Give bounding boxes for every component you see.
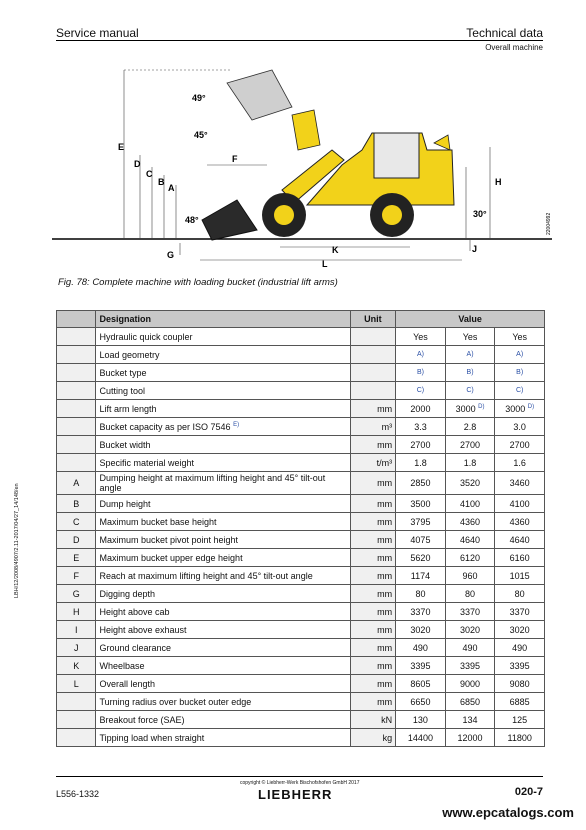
value-text: 130 xyxy=(412,714,428,725)
value-text: B) xyxy=(466,369,474,376)
row-unit: kN xyxy=(350,711,396,729)
row-value xyxy=(396,454,446,472)
designation-text: Turning radius over bucket outer edge xyxy=(99,696,252,707)
angle-label-45: 45° xyxy=(194,130,208,140)
row-unit: mm xyxy=(350,400,396,418)
row-value xyxy=(445,693,495,711)
designation-text: Tipping load when straight xyxy=(99,732,205,743)
table-row xyxy=(57,711,545,729)
value-text: 4075 xyxy=(410,534,431,545)
row-value xyxy=(445,567,495,585)
row-value xyxy=(495,585,545,603)
row-unit: mm xyxy=(350,495,396,513)
row-unit: mm xyxy=(350,436,396,454)
value-text: 9080 xyxy=(509,678,530,689)
value-text: 1.6 xyxy=(513,457,526,468)
row-value xyxy=(445,382,495,400)
table-row xyxy=(57,513,545,531)
row-value xyxy=(495,549,545,567)
row-value xyxy=(445,549,495,567)
footnote-ref: D) xyxy=(478,403,485,410)
designation-text: Bucket type xyxy=(99,367,147,378)
row-unit: mm xyxy=(350,513,396,531)
table-row xyxy=(57,436,545,454)
value-text: 2700 xyxy=(509,439,530,450)
footer-page-number: 020-7 xyxy=(514,786,543,798)
row-value xyxy=(495,693,545,711)
value-text: 2700 xyxy=(410,439,431,450)
liebherr-logo: LIEBHERR xyxy=(258,787,333,802)
row-value xyxy=(396,603,446,621)
value-text: A) xyxy=(416,351,424,358)
row-value xyxy=(495,567,545,585)
row-key: B xyxy=(57,495,96,513)
value-text: B) xyxy=(416,369,424,376)
value-text: Yes xyxy=(413,331,428,342)
header-rule xyxy=(56,40,543,41)
row-designation xyxy=(96,400,350,418)
header-subsection: Overall machine xyxy=(485,43,543,52)
value-text: 4100 xyxy=(509,498,530,509)
dim-label-a: A xyxy=(168,183,175,193)
row-unit: mm xyxy=(350,675,396,693)
value-text: 80 xyxy=(514,588,525,599)
row-value xyxy=(445,400,495,418)
value-text: 3.0 xyxy=(513,421,526,432)
row-value xyxy=(396,495,446,513)
row-key: F xyxy=(57,567,96,585)
dim-label-c: C xyxy=(146,169,153,179)
row-value xyxy=(396,639,446,657)
row-value xyxy=(495,382,545,400)
angle-label-30: 30° xyxy=(473,209,487,219)
row-value xyxy=(396,585,446,603)
row-value xyxy=(396,364,446,382)
row-unit: mm xyxy=(350,531,396,549)
table-row xyxy=(57,549,545,567)
row-value xyxy=(396,382,446,400)
row-designation xyxy=(96,729,350,747)
value-text: A) xyxy=(466,351,474,358)
designation-text: Height above exhaust xyxy=(99,624,187,635)
table-row xyxy=(57,328,545,346)
header-designation: Designation xyxy=(96,311,350,328)
footnote-ref: E) xyxy=(233,421,240,428)
table-row xyxy=(57,693,545,711)
row-value xyxy=(396,567,446,585)
footer-doc-number: L556-1332 xyxy=(56,789,100,799)
value-text: C) xyxy=(515,387,524,394)
row-value xyxy=(445,657,495,675)
value-text: 6120 xyxy=(460,552,481,563)
dim-label-d: D xyxy=(134,159,141,169)
designation-text: Maximum bucket base height xyxy=(99,516,217,527)
row-designation xyxy=(96,639,350,657)
row-value xyxy=(495,603,545,621)
row-designation xyxy=(96,454,350,472)
value-text: 3020 xyxy=(460,624,481,635)
table-row xyxy=(57,603,545,621)
table-row xyxy=(57,567,545,585)
row-value xyxy=(445,639,495,657)
value-text: 9000 xyxy=(460,678,481,689)
row-designation xyxy=(96,328,350,346)
row-designation xyxy=(96,382,350,400)
table-row xyxy=(57,495,545,513)
row-value xyxy=(495,531,545,549)
table-row xyxy=(57,621,545,639)
row-value xyxy=(495,657,545,675)
designation-text: Maximum bucket upper edge height xyxy=(99,552,243,563)
value-text: 3370 xyxy=(410,606,431,617)
table-row xyxy=(57,382,545,400)
row-value xyxy=(396,346,446,364)
table-row xyxy=(57,531,545,549)
table-body xyxy=(57,328,545,747)
row-key xyxy=(57,418,96,436)
value-text: 1174 xyxy=(410,570,431,581)
row-designation xyxy=(96,513,350,531)
value-text: 4360 xyxy=(460,516,481,527)
row-unit: mm xyxy=(350,693,396,711)
row-value xyxy=(495,621,545,639)
designation-text: Dumping height at maximum lifting height and 45° tilt-out angle xyxy=(99,473,326,493)
row-designation xyxy=(96,621,350,639)
footer-copyright: copyright © Liebherr-Werk Bischofshofen GmbH 2017 xyxy=(240,780,360,786)
row-value xyxy=(445,454,495,472)
row-designation xyxy=(96,693,350,711)
row-value xyxy=(495,472,545,495)
row-value xyxy=(445,531,495,549)
row-value xyxy=(445,418,495,436)
table-row xyxy=(57,364,545,382)
row-designation xyxy=(96,495,350,513)
row-key: E xyxy=(57,549,96,567)
designation-text: Digging depth xyxy=(99,588,156,599)
value-text: 4640 xyxy=(509,534,530,545)
row-unit: mm xyxy=(350,639,396,657)
side-reference: LBH/12/2008/4907/2.11-2017/04/27_14/148/en xyxy=(14,483,20,598)
row-value xyxy=(396,436,446,454)
value-text: 1.8 xyxy=(414,457,427,468)
row-designation xyxy=(96,711,350,729)
row-key xyxy=(57,328,96,346)
header-section: Technical data xyxy=(466,26,543,40)
technical-data-table xyxy=(56,310,545,747)
table-row xyxy=(57,729,545,747)
value-text: 3020 xyxy=(509,624,530,635)
row-key: J xyxy=(57,639,96,657)
footer-rule xyxy=(56,776,543,777)
row-unit xyxy=(350,346,396,364)
row-value xyxy=(495,675,545,693)
row-value xyxy=(495,328,545,346)
row-value xyxy=(396,657,446,675)
designation-text: Bucket width xyxy=(99,439,151,450)
angle-label-49: 49° xyxy=(192,93,206,103)
value-text: 80 xyxy=(465,588,476,599)
designation-text: Hydraulic quick coupler xyxy=(99,331,193,342)
row-key xyxy=(57,400,96,418)
value-text: A) xyxy=(516,351,524,358)
row-value xyxy=(445,472,495,495)
wheel-loader xyxy=(202,70,454,240)
row-value xyxy=(445,675,495,693)
row-value xyxy=(445,495,495,513)
value-text: 490 xyxy=(512,642,528,653)
row-key xyxy=(57,693,96,711)
table-row xyxy=(57,472,545,495)
table-row xyxy=(57,657,545,675)
row-value xyxy=(445,603,495,621)
value-text: B) xyxy=(516,369,524,376)
designation-text: Dump height xyxy=(99,498,151,509)
dim-label-j: J xyxy=(472,244,478,254)
row-value xyxy=(396,711,446,729)
designation-text: Overall length xyxy=(99,678,156,689)
row-designation xyxy=(96,657,350,675)
row-value xyxy=(396,675,446,693)
value-text: 3370 xyxy=(509,606,530,617)
row-value xyxy=(495,729,545,747)
row-designation xyxy=(96,549,350,567)
row-designation xyxy=(96,346,350,364)
dim-label-k: K xyxy=(332,245,339,255)
row-designation xyxy=(96,585,350,603)
row-value xyxy=(445,346,495,364)
row-value xyxy=(495,418,545,436)
value-text: 134 xyxy=(462,714,478,725)
row-key: I xyxy=(57,621,96,639)
row-unit: kg xyxy=(350,729,396,747)
value-text: 80 xyxy=(415,588,426,599)
header-value: Value xyxy=(396,311,545,328)
row-value xyxy=(445,513,495,531)
dim-label-e: E xyxy=(118,142,125,152)
row-value xyxy=(445,436,495,454)
row-designation xyxy=(96,567,350,585)
row-value xyxy=(445,621,495,639)
value-text: 1.8 xyxy=(463,457,477,468)
designation-text: Breakout force (SAE) xyxy=(99,714,185,725)
value-text: 3395 xyxy=(509,660,530,671)
value-text: 3370 xyxy=(460,606,481,617)
row-value xyxy=(495,495,545,513)
value-text: 4640 xyxy=(460,534,481,545)
value-text: 2000 xyxy=(410,403,431,414)
row-value xyxy=(495,639,545,657)
row-key: G xyxy=(57,585,96,603)
value-text: 1015 xyxy=(509,570,530,581)
value-text: 4100 xyxy=(460,498,481,509)
row-value xyxy=(445,328,495,346)
value-text: 14400 xyxy=(407,732,433,743)
row-unit: t/m³ xyxy=(350,454,396,472)
row-value xyxy=(495,400,545,418)
table-row xyxy=(57,346,545,364)
row-value xyxy=(396,549,446,567)
value-text: C) xyxy=(416,387,425,394)
value-text: 3000 xyxy=(505,403,526,414)
row-key: A xyxy=(57,472,96,495)
figure-code: 22004992 xyxy=(546,212,552,235)
footnote-ref: D) xyxy=(527,403,535,410)
value-text: Yes xyxy=(462,331,478,342)
row-value xyxy=(396,400,446,418)
value-text: 490 xyxy=(412,642,428,653)
header-unit: Unit xyxy=(350,311,396,328)
row-unit: mm xyxy=(350,603,396,621)
table-row xyxy=(57,675,545,693)
value-text: 6885 xyxy=(509,696,530,707)
row-value xyxy=(396,328,446,346)
row-value xyxy=(495,346,545,364)
value-text: 125 xyxy=(512,714,528,725)
row-value xyxy=(396,513,446,531)
row-unit xyxy=(350,382,396,400)
row-unit xyxy=(350,328,396,346)
designation-text: Maximum bucket pivot point height xyxy=(99,534,239,545)
row-value xyxy=(445,585,495,603)
value-text: 3000 xyxy=(455,403,476,414)
row-key: H xyxy=(57,603,96,621)
designation-text: Ground clearance xyxy=(99,642,172,653)
row-designation xyxy=(96,436,350,454)
dim-label-f: F xyxy=(232,154,238,164)
table-row xyxy=(57,639,545,657)
row-key xyxy=(57,382,96,400)
value-text: 4360 xyxy=(509,516,530,527)
value-text: 6850 xyxy=(460,696,481,707)
row-value xyxy=(396,418,446,436)
row-value xyxy=(396,621,446,639)
value-text: 3395 xyxy=(410,660,431,671)
row-unit: mm xyxy=(350,657,396,675)
row-value xyxy=(445,729,495,747)
designation-text: Load geometry xyxy=(99,349,160,360)
row-unit: m³ xyxy=(350,418,396,436)
value-text: 3020 xyxy=(410,624,431,635)
row-designation xyxy=(96,364,350,382)
value-text: 6160 xyxy=(509,552,530,563)
figure-caption: Fig. 78: Complete machine with loading bucket (industrial lift arms) xyxy=(58,277,338,288)
row-key xyxy=(57,454,96,472)
row-designation xyxy=(96,675,350,693)
dim-label-g: G xyxy=(167,250,175,260)
row-key: D xyxy=(57,531,96,549)
row-unit: mm xyxy=(350,621,396,639)
value-text: 3395 xyxy=(460,660,481,671)
row-designation xyxy=(96,418,350,436)
designation-text: Wheelbase xyxy=(99,660,145,671)
row-key xyxy=(57,729,96,747)
table-row xyxy=(57,418,545,436)
row-key: C xyxy=(57,513,96,531)
row-value xyxy=(396,531,446,549)
angle-label-48: 48° xyxy=(185,215,199,225)
value-text: 3520 xyxy=(460,478,481,488)
footer-website[interactable]: www.epcatalogs.com xyxy=(442,805,574,820)
row-value xyxy=(495,364,545,382)
dim-label-b: B xyxy=(158,177,165,187)
row-key xyxy=(57,346,96,364)
value-text: 11800 xyxy=(507,732,532,743)
dim-label-l: L xyxy=(322,259,328,269)
designation-text: Cutting tool xyxy=(99,385,146,396)
row-value xyxy=(396,693,446,711)
value-text: Yes xyxy=(512,331,528,342)
value-text: 8605 xyxy=(410,678,431,689)
table-header-row xyxy=(57,311,545,328)
row-unit: mm xyxy=(350,585,396,603)
designation-text: Reach at maximum lifting height and 45° tilt-out angle xyxy=(99,570,313,581)
value-text: 12000 xyxy=(457,732,483,743)
designation-text: Lift arm length xyxy=(99,403,157,414)
row-value xyxy=(445,711,495,729)
value-text: 490 xyxy=(462,642,478,653)
value-text: C) xyxy=(466,387,474,394)
table-row xyxy=(57,400,545,418)
row-key xyxy=(57,711,96,729)
row-key: K xyxy=(57,657,96,675)
dim-label-h: H xyxy=(495,177,502,187)
row-value xyxy=(396,472,446,495)
row-value xyxy=(396,729,446,747)
row-designation xyxy=(96,472,350,495)
row-key: L xyxy=(57,675,96,693)
value-text: 960 xyxy=(462,570,478,581)
row-unit: mm xyxy=(350,549,396,567)
value-text: 5620 xyxy=(410,552,431,563)
value-text: 6650 xyxy=(410,696,431,707)
table-row xyxy=(57,585,545,603)
row-unit: mm xyxy=(350,472,396,495)
value-text: 3795 xyxy=(410,516,431,527)
row-key xyxy=(57,436,96,454)
value-text: 2700 xyxy=(460,439,481,450)
header-key xyxy=(57,311,96,328)
row-value xyxy=(445,364,495,382)
designation-text: Height above cab xyxy=(99,606,170,617)
row-designation xyxy=(96,603,350,621)
row-value xyxy=(495,513,545,531)
machine-dimension-figure xyxy=(52,55,552,270)
row-value xyxy=(495,711,545,729)
value-text: 3460 xyxy=(509,478,530,488)
value-text: 3.3 xyxy=(414,421,427,432)
value-text: 3500 xyxy=(410,498,431,509)
row-key xyxy=(57,364,96,382)
row-unit: mm xyxy=(350,567,396,585)
designation-text: Bucket capacity as per ISO 7546 xyxy=(99,421,231,432)
row-unit xyxy=(350,364,396,382)
header-title: Service manual xyxy=(56,26,139,40)
designation-text: Specific material weight xyxy=(99,457,195,468)
row-value xyxy=(495,454,545,472)
table-row xyxy=(57,454,545,472)
value-text: 2850 xyxy=(410,478,431,488)
row-designation xyxy=(96,531,350,549)
row-value xyxy=(495,436,545,454)
value-text: 2.8 xyxy=(463,421,477,432)
